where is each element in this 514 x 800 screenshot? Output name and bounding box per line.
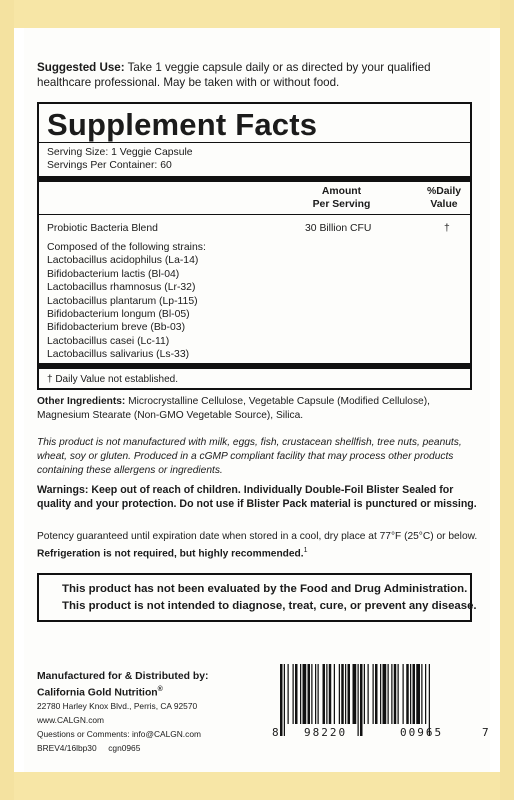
barcode-bar: [329, 664, 332, 724]
amount-header: [299, 185, 384, 211]
bottom-color-band: [0, 772, 514, 800]
supplement-facts-panel: [37, 102, 472, 390]
barcode-bar: [353, 664, 357, 724]
address: 22780 Harley Knox Blvd., Perris, CA 92570: [37, 701, 198, 712]
barcode-bar: [280, 664, 283, 736]
barcode-left-digit: 8: [272, 726, 279, 739]
barcode-bar: [326, 664, 327, 724]
barcode-bar: [425, 664, 426, 724]
dv-header-line1: %Daily: [426, 186, 462, 197]
suggested-use: [37, 60, 482, 90]
fda-line-2: This product is not intended to diagnose, treat, cure, or prevent any disease.: [62, 600, 477, 612]
strain-item: Lactobacillus rhamnosus (Lr-32): [47, 282, 196, 294]
barcode-bar: [394, 664, 397, 724]
strain-list: [47, 241, 206, 362]
facts-rule: [39, 142, 470, 143]
strain-item: Lactobacillus acidophilus (La-14): [47, 255, 199, 267]
strain-item: Bifidobacterium lactis (Bl-04): [47, 268, 180, 280]
barcode-bar: [373, 664, 374, 724]
barcode-bar: [300, 664, 301, 724]
other-ingredients-text: Microcrystalline Cellulose, Vegetable Capsule (Modified Cellulose), Magnesium Stearate (Non-GMO Vegetable Source), Silica.: [37, 396, 430, 421]
warnings: Warnings: Keep out of reach of children. Individually Double-Foil Blister Sealed for quality and your protection. Do not use if Blister Pack material is punctured or missing.: [37, 484, 477, 510]
serving-size: Serving Size: 1 Veggie Capsule: [47, 147, 193, 158]
barcode-bar: [410, 664, 411, 724]
amount-header-line2: Per Serving: [312, 199, 371, 210]
company-name-text: California Gold Nutrition: [37, 687, 158, 699]
barcode-bar: [348, 664, 351, 724]
blend-amount: 30 Billion CFU: [305, 223, 372, 234]
strain-item: Lactobacillus salivarius (Ls-33): [47, 349, 190, 361]
potency-text: Potency guaranteed until expiration date when stored in a cool, dry place at 77°F (25°C) or below.: [37, 531, 478, 542]
barcode-bar: [421, 664, 422, 724]
daily-value-header: [419, 185, 469, 211]
top-color-band: [0, 0, 514, 28]
suggested-use-text: Take 1 veggie capsule daily or as directed by your qualified healthcare professional. May be taken with or without food.: [37, 61, 431, 89]
fda-line-1: This product has not been evaluated by the Food and Drug Administration.: [62, 583, 468, 595]
other-ingredients: [37, 395, 482, 423]
servings-per-container: Servings Per Container: 60: [47, 160, 172, 171]
manufacturer-info: [37, 670, 208, 755]
company-name: [37, 683, 208, 699]
contact: Questions or Comments: info@CALGN.com: [37, 729, 201, 740]
strain-item: Lactobacillus plantarum (Lp-115): [47, 295, 198, 307]
barcode-bar: [406, 664, 409, 724]
barcode-bar: [388, 664, 389, 724]
strain-item: Composed of the following strains:: [47, 242, 206, 253]
barcode-bar: [345, 664, 346, 724]
facts-rule-thick: [39, 363, 470, 369]
barcode-bar: [391, 664, 392, 724]
right-color-edge: [500, 0, 514, 800]
barcode-bar: [364, 664, 365, 724]
facts-rule: [39, 214, 470, 215]
distributed-by: Manufactured for & Distributed by:: [37, 671, 209, 682]
barcode-bar: [334, 664, 335, 724]
barcode-group-1: 98220: [304, 726, 348, 739]
registered-mark: ®: [157, 686, 163, 693]
amount-header-line1: Amount: [321, 186, 362, 197]
barcode-bar: [416, 664, 420, 724]
barcode-bar: [315, 664, 316, 724]
suggested-use-label: Suggested Use:: [37, 61, 125, 74]
facts-rule-thick: [39, 176, 470, 182]
barcode-bar: [339, 664, 340, 724]
barcode-bar: [341, 664, 344, 724]
barcode-bar: [288, 664, 289, 724]
blend-name: Probiotic Bacteria Blend: [47, 223, 158, 234]
supplement-facts-title: Supplement Facts: [47, 107, 318, 142]
strain-item: Lactobacillus casei (Lc-11): [47, 335, 170, 347]
blend-daily-value: †: [444, 223, 450, 234]
barcode-group-2: 00965: [400, 726, 444, 739]
barcode-bar: [295, 664, 298, 724]
fda-disclaimer: [37, 573, 477, 622]
barcode-bar: [380, 664, 381, 724]
footnote-mark: 1: [303, 547, 308, 554]
refrigeration-note: Refrigeration is not required, but highly recommended.: [37, 548, 304, 560]
strain-item: Bifidobacterium breve (Bb-03): [47, 322, 186, 334]
barcode-bar: [293, 664, 294, 724]
barcode-bar: [368, 664, 369, 724]
barcode-bar: [413, 664, 416, 724]
barcode-bar: [360, 664, 363, 736]
other-ingredients-label: Other Ingredients:: [37, 396, 126, 407]
barcode-right-digit: 7: [482, 726, 489, 739]
barcode-bar: [284, 664, 285, 736]
strain-item: Bifidobacterium longum (Bl-05): [47, 309, 190, 321]
website: www.CALGN.com: [37, 715, 105, 726]
barcode-bar: [358, 664, 359, 736]
barcode-bar: [398, 664, 399, 724]
daily-value-footnote: † Daily Value not established.: [47, 374, 179, 385]
barcode-bar: [323, 664, 326, 724]
barcode-bar: [403, 664, 404, 724]
barcode-bar: [303, 664, 307, 724]
barcode: [272, 664, 489, 739]
batch-codes: BREV4/16lbp30 cgn0965: [37, 743, 141, 754]
barcode-bar: [383, 664, 387, 724]
dv-header-line2: Value: [430, 199, 458, 210]
barcode-bar: [318, 664, 319, 724]
barcode-bar: [308, 664, 311, 724]
barcode-bar: [375, 664, 378, 724]
left-color-edge: [0, 0, 14, 800]
barcode-bar: [311, 664, 312, 724]
potency-statement: [37, 530, 485, 561]
allergen-statement: This product is not manufactured with milk, eggs, fish, crustacean shellfish, tree nuts, peanuts, wheat, soy or gluten. Produced in a cGMP compliant facility that may process other products containing these allergens or ingredients.: [37, 437, 462, 476]
